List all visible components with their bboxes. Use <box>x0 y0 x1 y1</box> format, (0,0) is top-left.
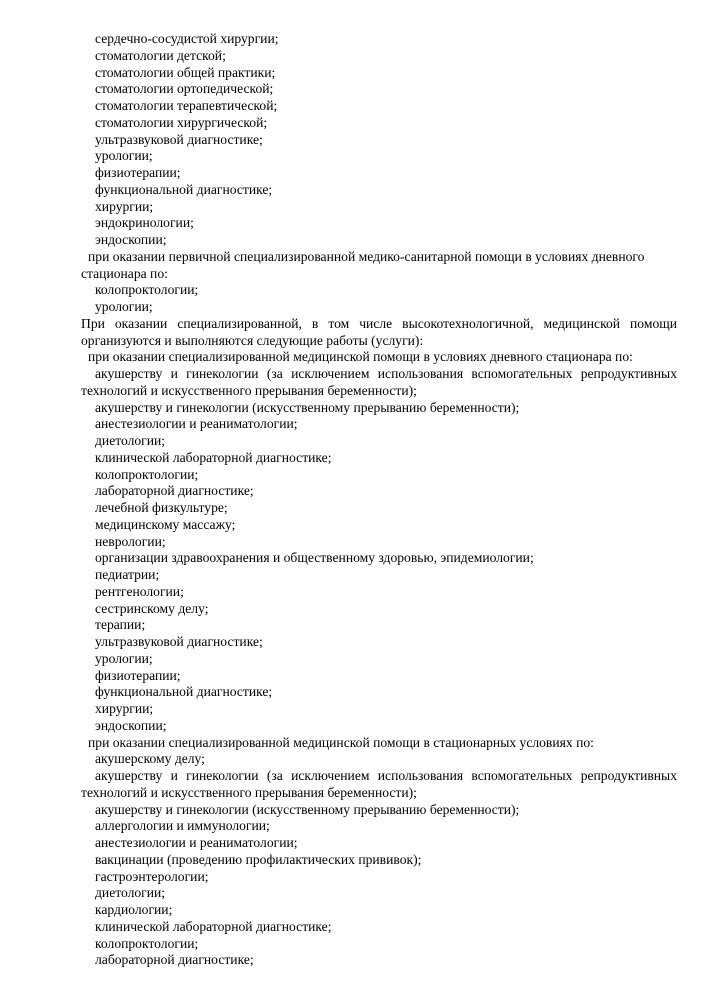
specialized-day-list <box>81 400 677 735</box>
list-item: физиотерапии; <box>95 165 181 180</box>
list-item: стоматологии детской; <box>95 47 226 63</box>
list-item: лечебной физкультуре; <box>95 500 228 515</box>
list-item: гастроэнтерологии; <box>95 868 209 884</box>
list-item: физиотерапии; <box>95 667 181 683</box>
list-item: диетологии; <box>95 885 166 901</box>
list-item: кардиологии; <box>95 902 173 917</box>
list-item: клинической лабораторной диагностике; <box>95 918 332 934</box>
list-item: хирургии; <box>95 701 154 716</box>
list-item: рентгенологии; <box>95 583 184 599</box>
specialized-inpatient-heading: при оказании специализированной медицинской помощи в стационарных условиях по: <box>88 734 594 750</box>
list-item: урологии; <box>95 299 153 314</box>
list-item: клинической лабораторной диагностике; <box>95 449 332 465</box>
list-item: хирургии; <box>95 198 154 214</box>
list-item: акушерскому делу; <box>95 751 205 767</box>
list-item: колопроктологии; <box>95 282 199 298</box>
list-item: акушерству и гинекологии (искусственному прерыванию беременности); <box>95 801 520 817</box>
list-item: колопроктологии; <box>95 466 199 482</box>
list-item: акушерству и гинекологии (за исключением использования вспомогательных репродуктивных технологий и искусственного прерывания беременности); <box>81 768 677 800</box>
list-item: диетологии; <box>95 433 166 448</box>
specialized-day-heading: при оказании специализированной медицинской помощи в условиях дневного стационара по: <box>88 349 633 365</box>
list-item: организации здравоохранения и общественному здоровью, эпидемиологии; <box>95 550 534 566</box>
specialized-inpatient-list <box>81 802 677 970</box>
list-item: стоматологии ортопедической; <box>95 81 274 97</box>
day-hospital-primary-list <box>81 282 677 316</box>
list-item: функциональной диагностике; <box>95 181 273 197</box>
list-item: терапии; <box>95 617 146 633</box>
list-item: лабораторной диагностике; <box>95 952 254 968</box>
list-item: ультразвуковой диагностике; <box>95 131 263 147</box>
list-item: ультразвуковой диагностике; <box>95 634 263 649</box>
list-item: стоматологии терапевтической; <box>95 98 278 113</box>
list-item: педиатрии; <box>95 567 160 582</box>
list-item: анестезиологии и реаниматологии; <box>95 416 298 432</box>
list-item: акушерству и гинекологии (за исключением использования вспомогательных репродуктивных технологий и искусственного прерывания беременности); <box>81 366 677 398</box>
list-item: сердечно-сосудистой хирургии; <box>95 31 279 46</box>
document-page <box>81 31 677 969</box>
list-item: урологии; <box>95 148 153 164</box>
list-item: аллергологии и иммунологии; <box>95 818 270 834</box>
list-item: анестезиологии и реаниматологии; <box>95 835 298 850</box>
list-item: функциональной диагностике; <box>95 684 273 700</box>
specialized-intro-paragraph: При оказании специализированной, в том числе высокотехнологичной, медицинской помощи организуются и выполняются следующие работы (услуги): <box>81 315 677 348</box>
list-item: колопроктологии; <box>95 935 199 951</box>
block1-list <box>81 31 677 249</box>
list-item: лабораторной диагностике; <box>95 483 254 499</box>
list-item: эндокринологии; <box>95 215 194 231</box>
list-item: вакцинации (проведению профилактических прививок); <box>95 851 422 867</box>
list-item: эндоскопии; <box>95 717 167 733</box>
list-item: эндоскопии; <box>95 232 167 247</box>
list-item: стоматологии хирургической; <box>95 114 268 130</box>
day-hospital-primary-heading: при оказании первичной специализированной медико-санитарной помощи в условиях дневного стационара по: <box>81 248 645 281</box>
list-item: акушерству и гинекологии (искусственному прерыванию беременности); <box>95 399 520 415</box>
list-item: медицинскому массажу; <box>95 516 236 532</box>
list-item: стоматологии общей практики; <box>95 64 276 80</box>
list-item: сестринскому делу; <box>95 600 209 616</box>
list-item: неврологии; <box>95 533 166 549</box>
list-item: урологии; <box>95 650 153 666</box>
